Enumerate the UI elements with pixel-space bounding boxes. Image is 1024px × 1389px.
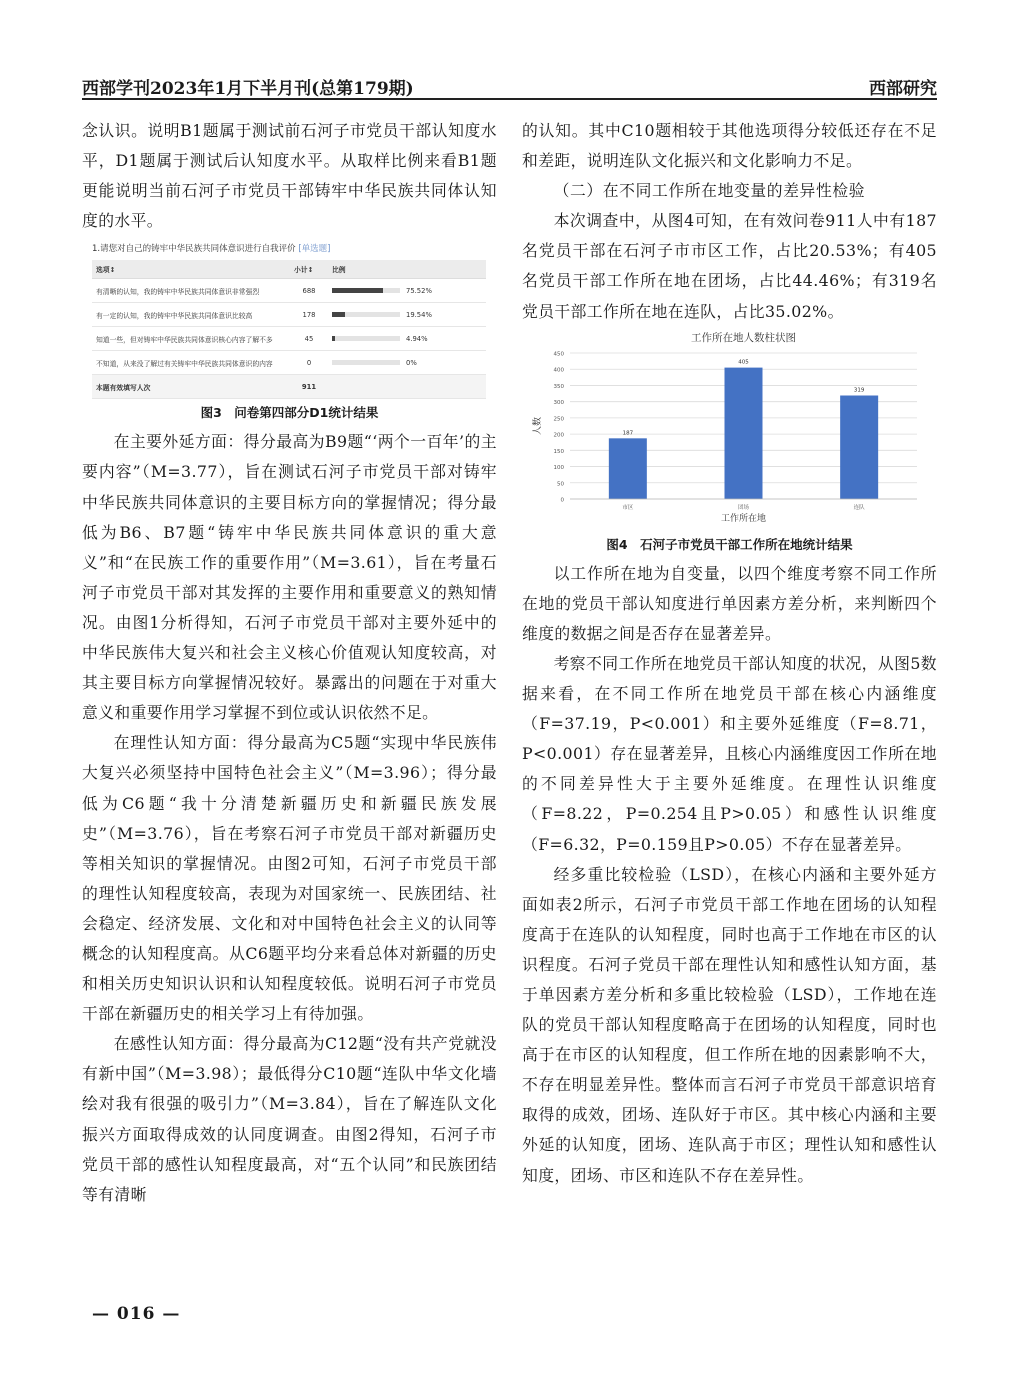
survey-ratio-text: 75.52% bbox=[406, 286, 432, 295]
survey-ratio bbox=[328, 351, 486, 375]
y-tick-label: 50 bbox=[557, 480, 564, 487]
survey-count: 688 bbox=[290, 279, 328, 303]
left-paragraph-4: 在感性认知方面：得分最高为C12题“没有共产党就没有新中国”（M=3.98）；最低得分C10题“连队中华文化墙绘对我有很强的吸引力”（M=3.84），旨在了解连队文化振兴方面取得成效的认同度调查。由图2得知，石河子市党员干部的感性认知程度最高，对“五个认同”和民族团结等有清晰 bbox=[82, 1034, 497, 1204]
survey-ratio-bar bbox=[332, 336, 400, 341]
survey-row bbox=[92, 303, 486, 327]
x-tick-label: 市区 bbox=[622, 504, 634, 511]
survey-question-text: 1.请您对自己的铸牢中华民族共同体意识进行自我评价 bbox=[92, 244, 296, 255]
y-tick-label: 300 bbox=[553, 399, 564, 406]
left-paragraph-2: 在主要外延方面：得分最高为B9题“‘两个一百年’的主要内容”（M=3.77），旨在测试石河子市党员干部对铸牢中华民族共同体意识的主要目标方向的掌握情况；得分最低为B6、B7题“铸牢中华民族共同体意识的重大意义”和“在民族工作的重要作用”（M=3.61），旨在考量石河子市党员干部对其发挥的主要作用和重要意义的熟知情况。由图1分析得知，石河子市党员干部对主要外延中的中华民族伟大复兴和社会主义核心价值观认知度较高，对其主要目标方向掌握情况较好。暴露出的问题在于对重大意义和重要作用学习掌握不到位或认识依然不足。 bbox=[82, 432, 497, 723]
section-subheading: （二）在不同工作所在地变量的差异性检验 bbox=[553, 181, 866, 201]
survey-ratio-bar bbox=[332, 288, 400, 293]
col-header-ratio: 比例 bbox=[328, 260, 486, 279]
bar-连队 bbox=[840, 395, 878, 498]
survey-question-tag: [单选题] bbox=[298, 244, 331, 255]
right-paragraph-1: 的认知。其中C10题相较于其他选项得分较低还存在不足和差距，说明连队文化振兴和文化影响力不足。 bbox=[522, 121, 937, 171]
x-axis-label: 工作所在地 bbox=[720, 513, 767, 524]
y-tick-label: 150 bbox=[553, 448, 564, 455]
y-axis-label: 人数 bbox=[533, 416, 543, 435]
left-column bbox=[82, 116, 497, 1210]
survey-count: 178 bbox=[290, 303, 328, 327]
bar-chart bbox=[522, 327, 937, 527]
survey-table-figure bbox=[92, 242, 486, 399]
header-rule bbox=[82, 98, 937, 100]
survey-count: 0 bbox=[290, 351, 328, 375]
page-header bbox=[82, 72, 937, 98]
right-paragraph-3: 以工作所在地为自变量，以四个维度考察不同工作所在地的党员干部认知度进行单因素方差分析，来判断四个维度的数据之间是否存在显著差异。 bbox=[522, 563, 937, 643]
survey-ratio-text: 19.54% bbox=[406, 310, 432, 319]
survey-total-label: 本题有效填写人次 bbox=[92, 375, 290, 399]
data-label: 319 bbox=[853, 387, 865, 394]
survey-table bbox=[92, 260, 486, 399]
right-column bbox=[522, 116, 937, 1191]
left-paragraph-1: 念认识。说明B1题属于测试前石河子市党员干部认知度水平，D1题属于测试后认知度水平。从取样比例来看B1题更能说明当前石河子市党员干部铸牢中华民族共同体认知度的水平。 bbox=[82, 121, 497, 231]
survey-total-row bbox=[92, 375, 486, 399]
y-tick-label: 450 bbox=[553, 351, 564, 358]
survey-row bbox=[92, 279, 486, 303]
right-paragraph-4: 考察不同工作所在地党员干部认知度的状况，从图5数据来看，在不同工作所在地党员干部在核心内涵维度（F=37.19，P<0.001）和主要外延维度（F=8.71，P<0.001）存在显著差异，且核心内涵维度因工作所在地的不同差异性大于主要外延维度。在理性认识维度（F=8.22，P=0.254且P>0.05）和感性认识维度（F=6.32，P=0.159且P>0.05）不存在显著差异。 bbox=[522, 653, 937, 854]
page-number: — 016 — bbox=[92, 1304, 181, 1324]
col-header-option: 选项↕ bbox=[92, 260, 290, 279]
survey-ratio bbox=[328, 327, 486, 351]
survey-ratio bbox=[328, 303, 486, 327]
survey-question bbox=[92, 242, 486, 254]
journal-issue: 西部学刊2023年1月下半月刊(总第179期) bbox=[82, 79, 414, 99]
survey-option-label: 有清晰的认知，我的铸牢中华民族共同体意识非常强烈 bbox=[92, 279, 290, 303]
bar-市区 bbox=[609, 438, 647, 499]
survey-ratio-bar bbox=[332, 360, 400, 365]
survey-ratio bbox=[328, 279, 486, 303]
survey-option-label: 知道一些，但对铸牢中华民族共同体意识核心内容了解不多 bbox=[92, 327, 290, 351]
right-paragraph-2: 本次调查中，从图4可知，在有效问卷911人中有187名党员干部在石河子市市区工作，占比20.53%；有405名党员干部工作所在地在团场，占比44.46%；有319名党员干部工作所在地在连队，占比35.02%。 bbox=[522, 211, 937, 321]
survey-row bbox=[92, 327, 486, 351]
left-paragraph-3: 在理性认知方面：得分最高为C5题“实现中华民族伟大复兴必须坚持中国特色社会主义”（M=3.96）；得分最低为C6题“我十分清楚新疆历史和新疆民族发展史”（M=3.76），旨在考察石河子市党员干部对新疆历史等相关知识的掌握情况。由图2可知，石河子市党员干部的理性认知程度较高，表现为对国家统一、民族团结、社会稳定、经济发展、文化和对中国特色社会主义的认同等概念的认知程度高。从C6题平均分来看总体对新疆的历史和相关历史知识认识和认知程度较低。说明石河子市党员干部在新疆历史的相关学习上有待加强。 bbox=[82, 733, 497, 1024]
chart-title: 工作所在地人数柱状图 bbox=[691, 331, 796, 344]
y-tick-label: 400 bbox=[553, 367, 564, 374]
col-header-count: 小计↕ bbox=[290, 260, 328, 279]
figure-4 bbox=[522, 327, 937, 553]
data-label: 187 bbox=[622, 429, 634, 436]
survey-option-label: 不知道，从来没了解过有关铸牢中华民族共同体意识的内容 bbox=[92, 351, 290, 375]
section-title: 西部研究 bbox=[869, 79, 937, 99]
right-paragraph-5: 经多重比较检验（LSD），在核心内涵和主要外延方面如表2所示，石河子市党员干部工作地在团场的认知程度高于在连队的认知程度，同时也高于工作地在市区的认识程度。石河子党员干部在理性认知和感性认知方面，基于单因素方差分析和多重比较检验（LSD），工作地在连队的党员干部认知程度略高于在团场的认知程度，同时也高于在市区的认知程度，但工作所在地的因素影响不大，不存在明显差异性。整体而言石河子市党员干部意识培育取得的成效，团场、连队好于市区。其中核心内涵和主要外延的认知度，团场、连队高于市区；理性认知和感性认知度，团场、市区和连队不存在差异性。 bbox=[522, 864, 937, 1185]
survey-total-count: 911 bbox=[290, 375, 328, 399]
survey-table-body bbox=[92, 279, 486, 399]
y-tick-label: 0 bbox=[560, 497, 564, 504]
bar-团场 bbox=[725, 367, 763, 498]
survey-ratio-text: 0% bbox=[406, 358, 417, 367]
y-tick-label: 350 bbox=[553, 383, 564, 390]
figure-4-caption: 图4 石河子市党员干部工作所在地统计结果 bbox=[606, 536, 853, 552]
survey-option-label: 有一定的认知，我的铸牢中华民族共同体意识比较高 bbox=[92, 303, 290, 327]
y-tick-label: 100 bbox=[553, 464, 564, 471]
figure-3-caption: 图3 问卷第四部分D1统计结果 bbox=[200, 405, 379, 421]
data-label: 405 bbox=[738, 359, 749, 366]
x-tick-label: 团场 bbox=[737, 504, 750, 511]
survey-row bbox=[92, 351, 486, 375]
figure-3 bbox=[82, 242, 497, 421]
survey-ratio-bar bbox=[332, 312, 400, 317]
survey-count: 45 bbox=[290, 327, 328, 351]
y-tick-label: 200 bbox=[553, 432, 564, 439]
survey-ratio-text: 4.94% bbox=[406, 334, 428, 343]
x-tick-label: 连队 bbox=[853, 504, 865, 511]
y-tick-label: 250 bbox=[553, 416, 564, 423]
